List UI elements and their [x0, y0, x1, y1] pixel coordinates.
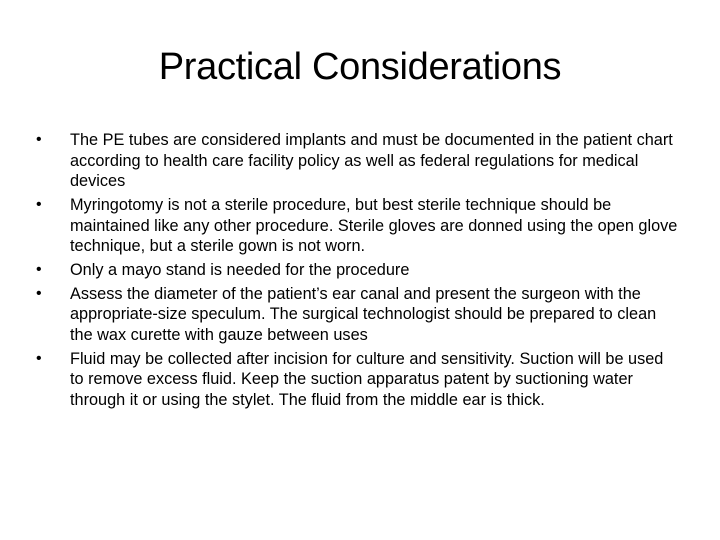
slide-title: Practical Considerations — [158, 46, 562, 88]
bullet-text-ear-canal: Assess the diameter of the patient’s ear canal and present the surgeon with the appropriate-size speculum. The surgical technologist should be prepared to clean the wax curette with gauze between uses — [70, 284, 657, 344]
list-item — [36, 284, 681, 346]
list-item — [36, 349, 681, 411]
bullet-dot-icon: • — [36, 260, 42, 278]
bullet-list — [36, 130, 681, 414]
bullet-text-myringotomy: Myringotomy is not a sterile procedure, but best sterile technique should be maintained like any other procedure. Sterile gloves are donned using the open glove technique, but a sterile gown is not worn. — [70, 195, 678, 256]
bullet-dot-icon: • — [36, 349, 42, 367]
bullet-text-mayo-stand: Only a mayo stand is needed for the procedure — [70, 260, 410, 279]
bullet-text-fluid: Fluid may be collected after incision for culture and sensitivity. Suction will be used to remove excess fluid. Keep the suction apparatus patent by suctioning water through it or using the stylet. The fluid from the middle ear is thick. — [70, 349, 664, 409]
list-item — [36, 260, 681, 281]
list-item — [36, 130, 681, 192]
bullet-dot-icon: • — [36, 284, 42, 302]
bullet-dot-icon: • — [36, 195, 42, 213]
list-item — [36, 195, 681, 257]
bullet-dot-icon: • — [36, 131, 42, 148]
bullet-text-pe-tubes: The PE tubes are considered implants and must be documented in the patient chart according to health care facility policy as well as federal regulations for medical devices — [70, 131, 673, 191]
